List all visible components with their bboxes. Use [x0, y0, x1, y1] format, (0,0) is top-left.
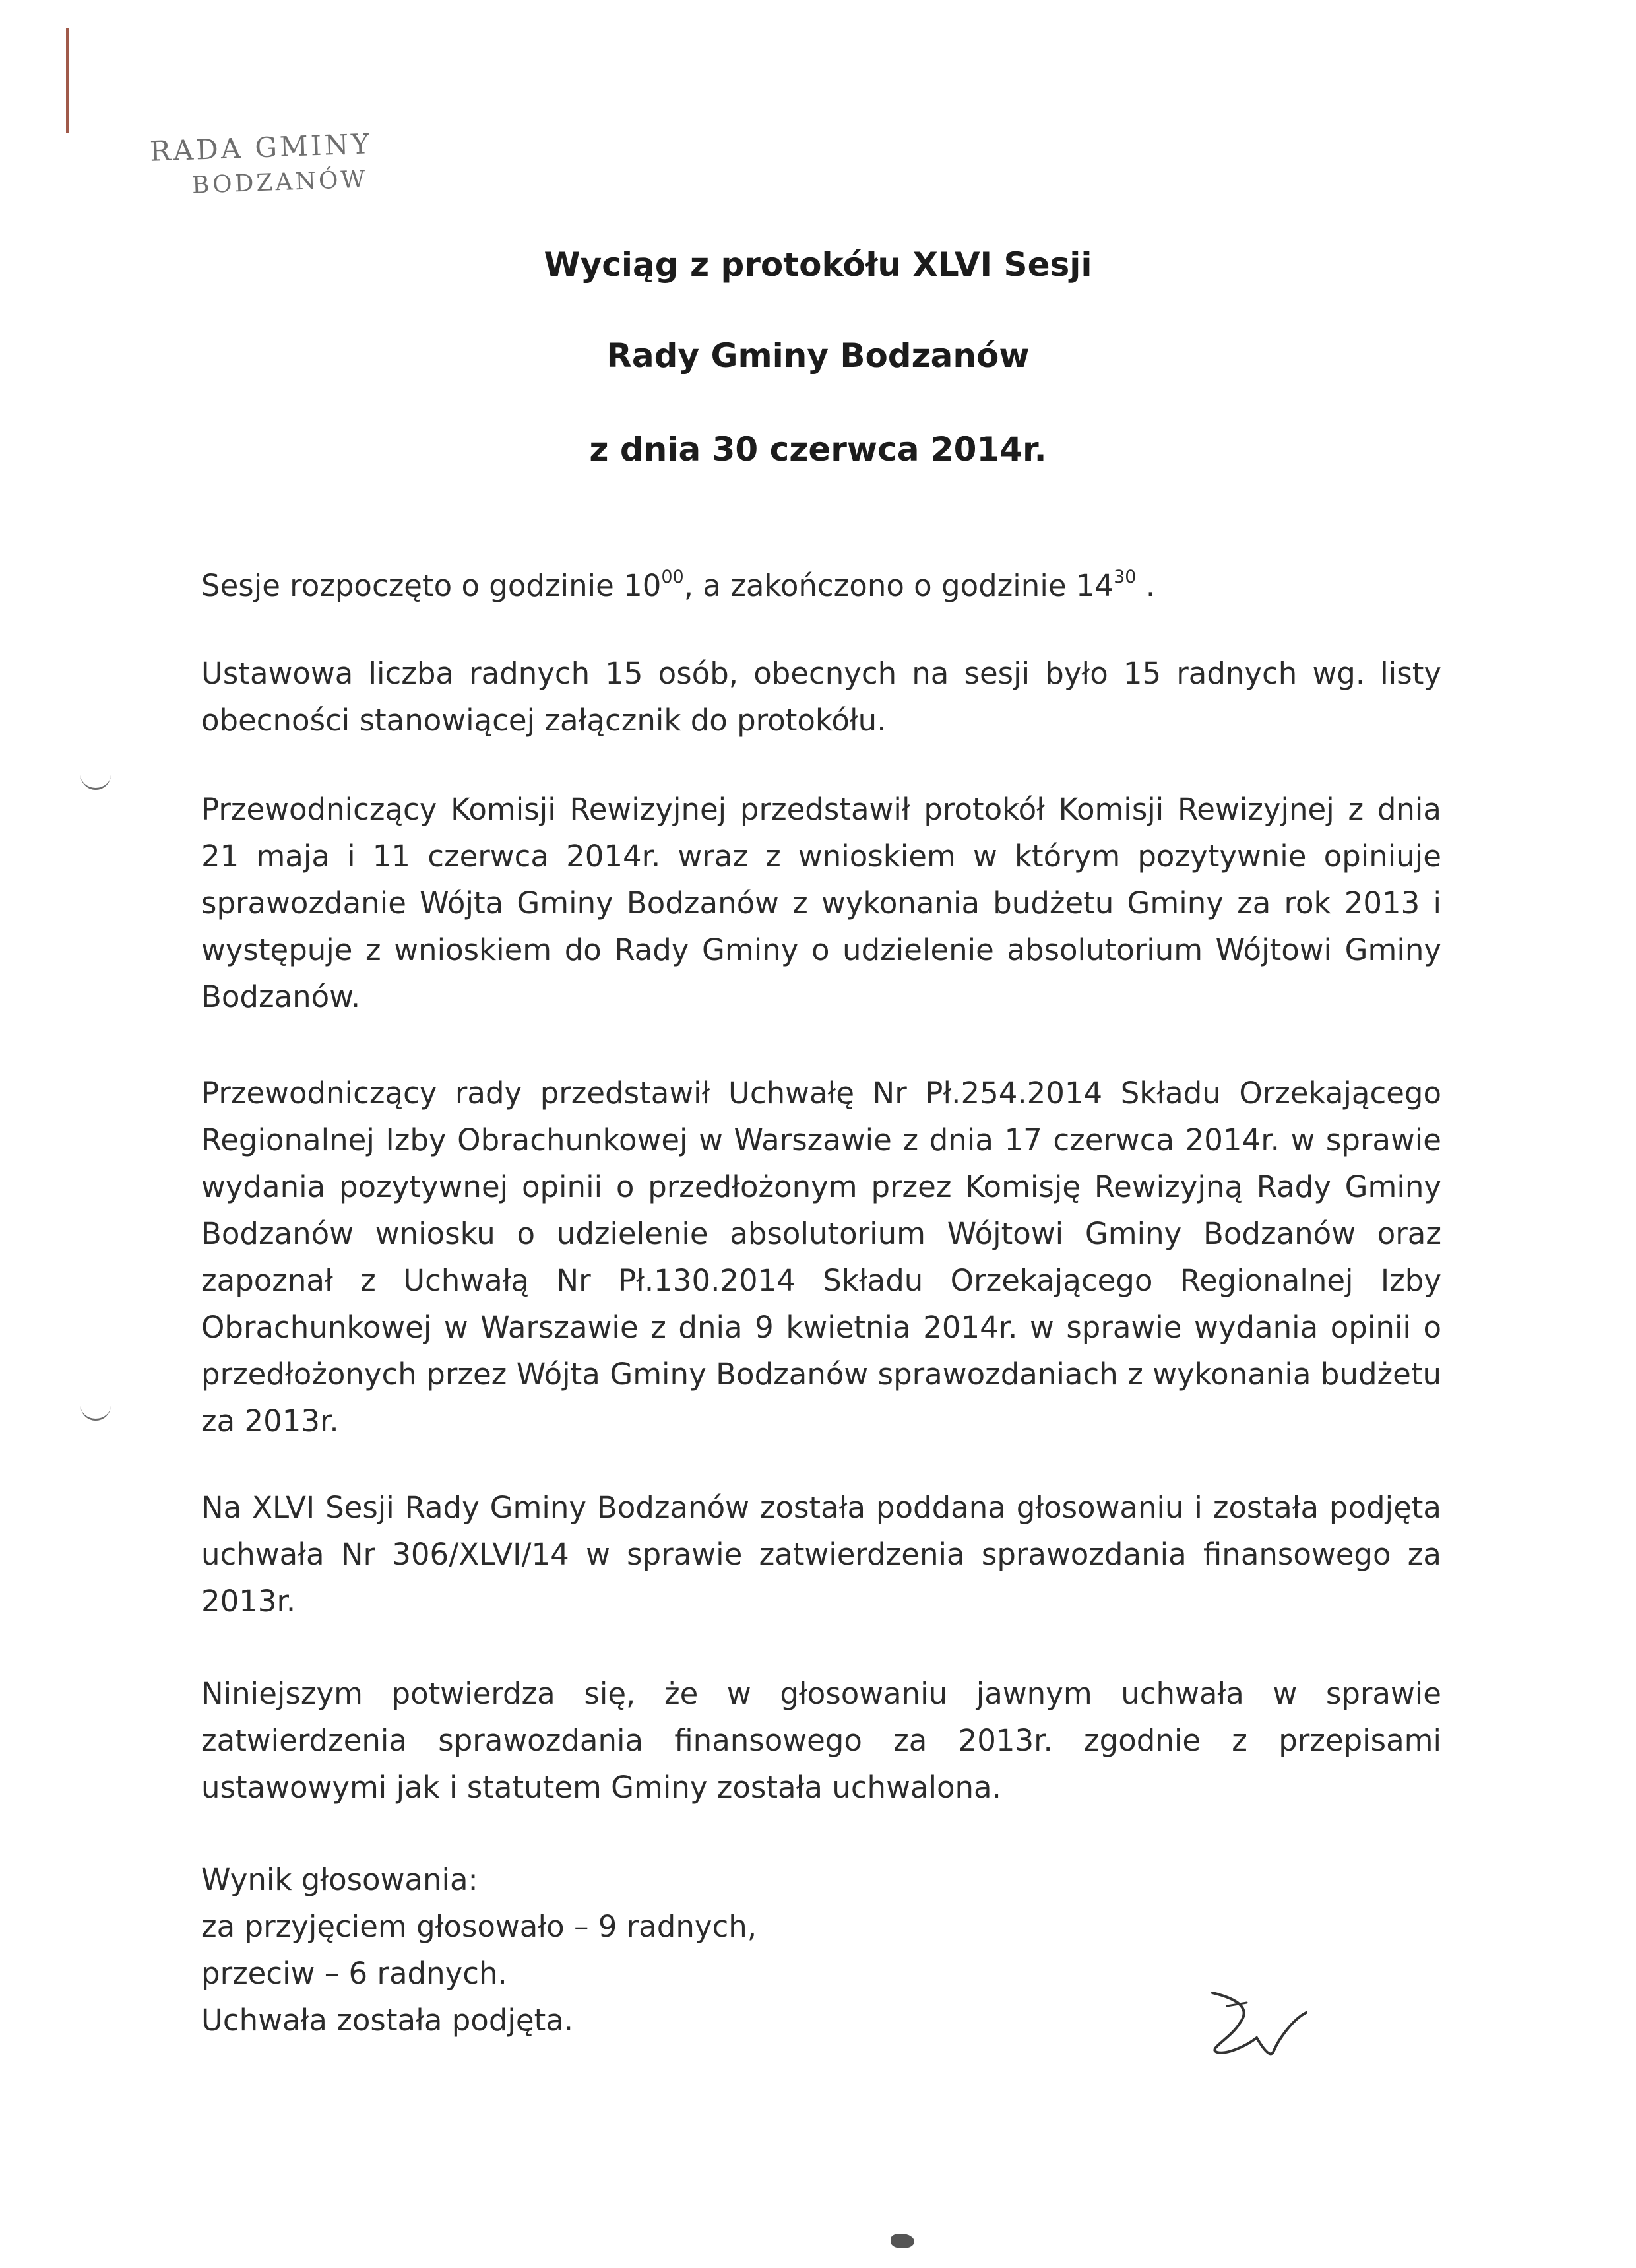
- session-start-minutes: 00: [661, 567, 684, 587]
- session-resolution-paragraph: Na XLVI Sesji Rady Gminy Bodzanów została poddana głosowaniu i została podjęta uchwała Nr 306/XLVI/14 w sprawie zatwierdzenia sprawozdania finansowego za 2013r.: [201, 1490, 1441, 1619]
- session-time-middle: , a zakończono o godzinie: [683, 568, 1076, 603]
- rio-resolution-paragraph: Przewodniczący rady przedstawił Uchwałę Nr Pł.254.2014 Składu Orzekającego Regionalnej Izby Obrachunkowej w Warszawie z dnia 17 czerwca 2014r. w sprawie wydania pozytywnej opinii o przedłożonym przez Komisję Rewizyjną Rady Gminy Bodzanów wniosku o udzielenie absolutorium Wójtowi Gminy Bodzanów oraz zapoznał z Uchwałą Nr Pł.130.2014 Składu Orzekającego Regionalnej Izby Obrachunkowej w Warszawie z dnia 9 kwietnia 2014r. w sprawie wydania opinii o przedłożonych przez Wójta Gminy Bodzanów sprawozdaniach z wykonania budżetu za 2013r.: [201, 1076, 1441, 1439]
- stamp-line-1: RADA GMINY: [149, 127, 373, 168]
- session-end-minutes: 30: [1114, 567, 1137, 587]
- session-time-prefix: Sesje rozpoczęto o godzinie: [201, 568, 624, 603]
- session-end-hour: 14: [1075, 568, 1114, 603]
- session-time-suffix: .: [1136, 568, 1156, 603]
- attendance-paragraph: Ustawowa liczba radnych 15 osób, obecnych na sesji było 15 radnych wg. listy obecności stanowiącej załącznik do protokółu.: [201, 656, 1441, 738]
- punch-hole-mark: [80, 1404, 111, 1421]
- vote-result-heading: Wynik głosowania:: [201, 1862, 478, 1897]
- punch-hole-mark: [80, 773, 111, 790]
- council-stamp: [149, 125, 374, 205]
- vote-result-for: za przyjęciem głosowało – 9 radnych,: [201, 1909, 757, 1944]
- session-start-hour: 10: [623, 568, 662, 603]
- audit-committee-paragraph: Przewodniczący Komisji Rewizyjnej przedstawił protokół Komisji Rewizyjnej z dnia 21 maja i 11 czerwca 2014r. wraz z wnioskiem w którym pozytywnie opiniuje sprawozdanie Wójta Gminy Bodzanów z wykonania budżetu Gminy za rok 2013 i występuje z wnioskiem do Rady Gminy o udzielenie absolutorium Wójtowi Gminy Bodzanów.: [201, 792, 1441, 1014]
- document-council-name: Rady Gminy Bodzanów: [606, 337, 1030, 375]
- scan-edge-mark: [66, 28, 69, 133]
- stamp-line-2: BODZANÓW: [191, 166, 369, 199]
- vote-result-against: przeciw – 6 radnych.: [201, 1956, 507, 1991]
- session-time-paragraph: [201, 562, 1441, 609]
- handwritten-signature: [1201, 1986, 1313, 2065]
- document-title: Wyciąg z protokółu XLVI Sesji: [544, 245, 1092, 284]
- confirmation-paragraph: Niniejszym potwierdza się, że w głosowaniu jawnym uchwała w sprawie zatwierdzenia sprawozdania finansowego za 2013r. zgodnie z przepisami ustawowymi jak i statutem Gminy została uchwalona.: [201, 1676, 1441, 1805]
- document-date: z dnia 30 czerwca 2014r.: [589, 430, 1047, 469]
- scan-speck: [891, 2234, 914, 2248]
- vote-result-outcome: Uchwała została podjęta.: [201, 2003, 574, 2038]
